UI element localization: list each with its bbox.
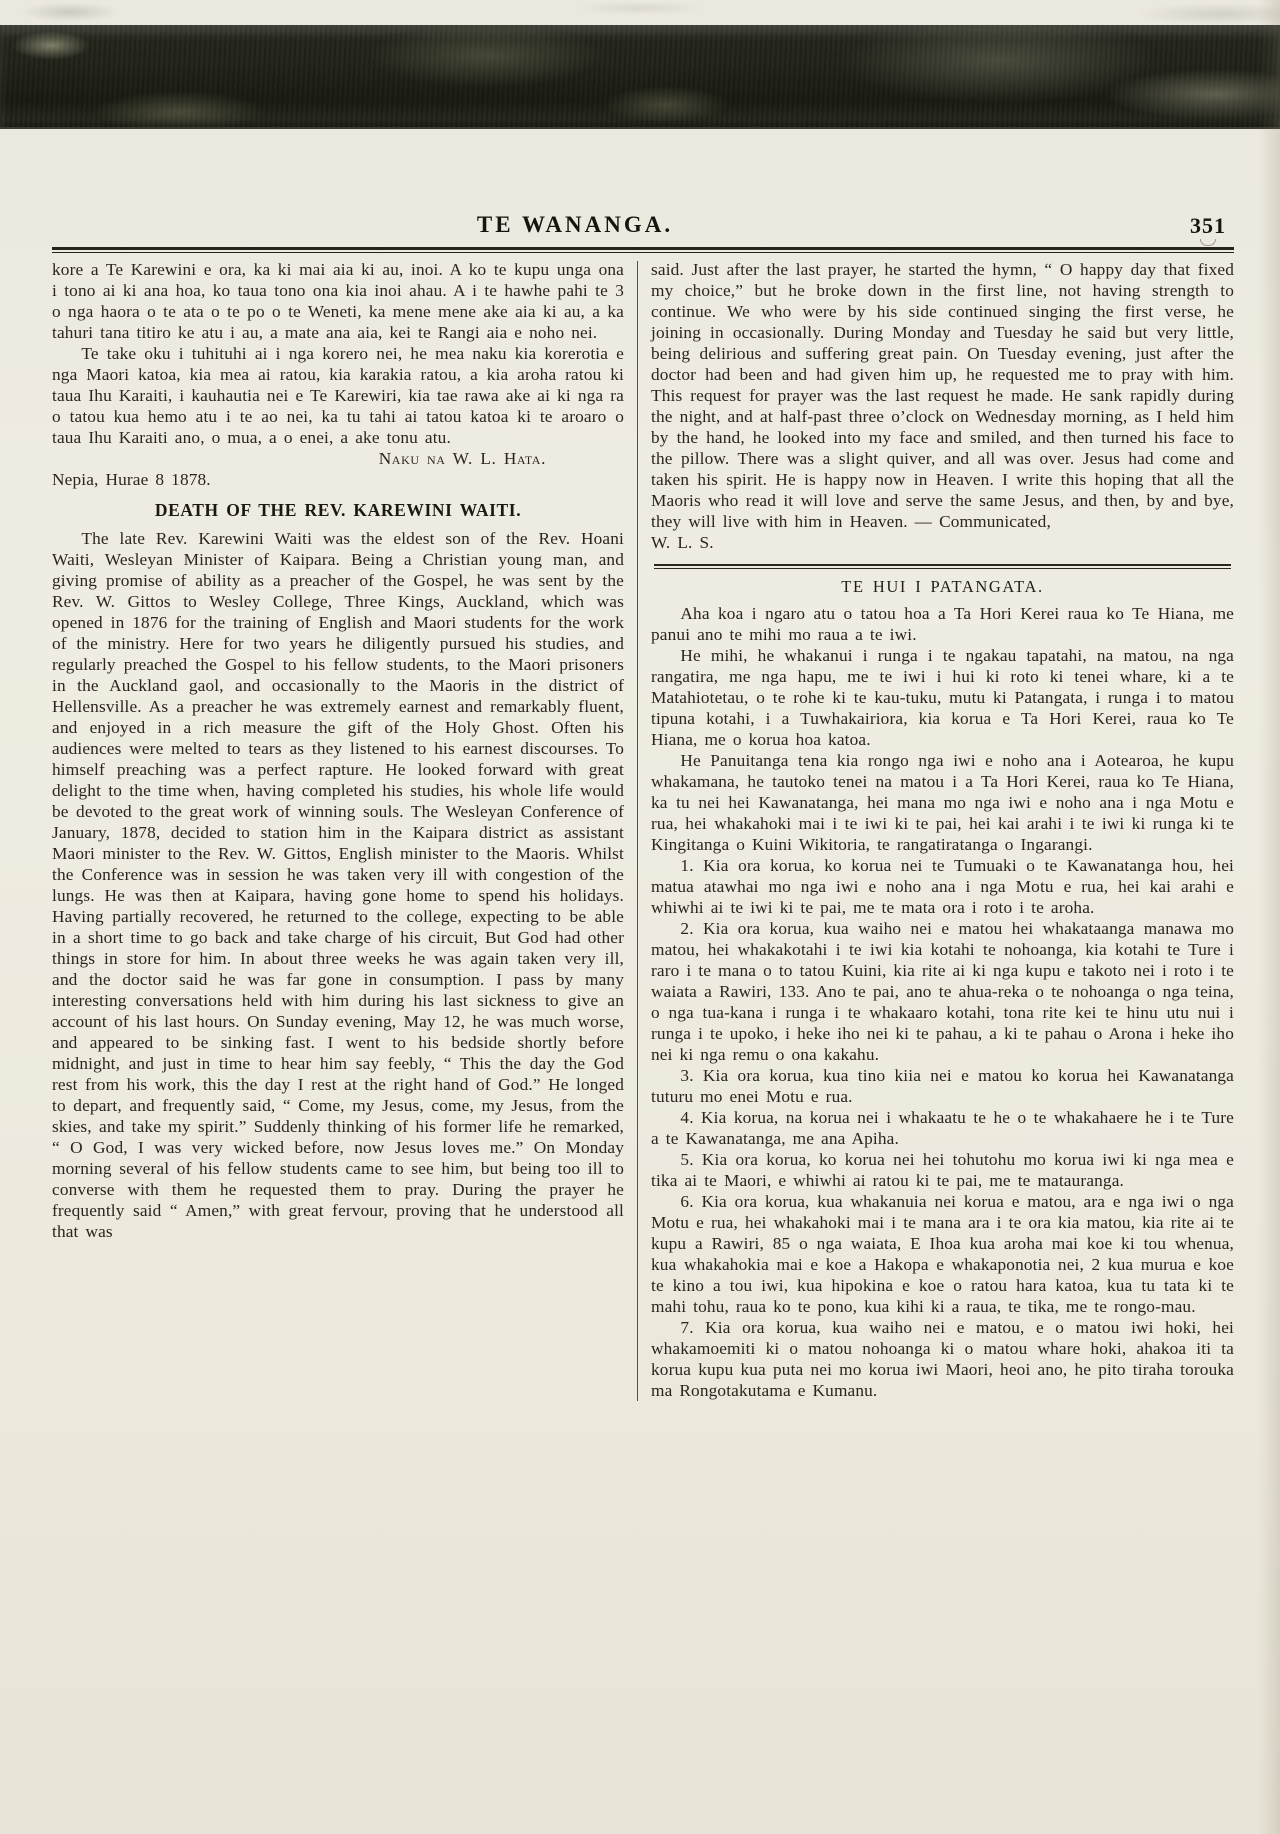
ink-smudge xyxy=(1200,239,1216,246)
masthead-title: TE WANANGA. xyxy=(476,212,674,237)
patangata-paragraph: 7. Kia ora korua, kua waiho nei e matou, e o matou iwi hoki, hei whakamoemiti ki o matou nohoanga ki o matou whare hoki, ahakoa iti ta korua kupu kua puta nei mo korua iwi Maori, heoi ano, he pito tiraha torouka ma Rongotakutama e Kumanu. xyxy=(651,1317,1234,1400)
maori-letter-paragraph: kore a Te Karewini e ora, ka ki mai aia ki au, inoi. A ko te kupu unga ona i tono ai ki ana hoa, ko taua tono ona kia inoi ahau. A i te hawhe pahi te 3 o nga haora o te ata o te po o te Weneti, ka mene mene ake aia ki au, a ka tahuri tana titiro ke atu i au, a mate ana aia, kei te Rangi aia e noho nei. xyxy=(52,260,624,342)
patangata-heading: TE HUI I PATANGATA. xyxy=(841,576,1044,596)
obituary-body: The late Rev. Karewini Waiti was the eldest son of the Rev. Hoani Waiti, Wesleyan Minister of Kaipara. Being a Christian young man, and giving promise of ability as a preacher of the Gospel, he was sent by the Rev. W. Gittos to Wesley College, Three Kings, Auckland, which was opened in 1876 for the training of English and Maori students for the work of the ministry. Here for two years he diligently pursued his studies, and regularly preached the Gospel to his fellow students, to the Maori prisoners in the Auckland gaol, and occasionally to the Maoris in the district of Hellensville. As a preacher he was extremely earnest and remarkably fluent, and enjoyed in a rich measure the gift of the Holy Ghost. Often his audiences were melted to tears as they listened to his earnest discourses. To himself preaching was a perfect rapture. He looked forward with great delight to the time when, having completed his studies, his whole life would be devoted to the great work of winning souls. The Wesleyan Conference of January, 1878, decided to station him in the Kaipara district as assistant Maori minister to the Rev. W. Gittos, English minister to the Maoris. Whilst the Conference was in session he was taken very ill with congestion of the lungs. He was then at Kaipara, having gone home to spend his holidays. Having partially recovered, he returned to the college, expecting to be able in a short time to go back and take charge of his circuit, But God had other things in store for him. In about three weeks he was again taken very ill, and the doctor said he was far gone in consumption. I pass by many interesting conversations held with him during his last sickness to give an account of his last hours. On Sunday evening, May 12, he was much worse, and appeared to be sinking fast. I went to his bedside shortly before midnight, and just in time to hear him say feebly, “ This the day the God rest from his work, this the day I rest at the right hand of God.” He longed to depart, and frequently said, “ Come, my Jesus, come, my Jesus, from the skies, and take my spirit.” Suddenly thinking of his former life he remarked, “ O God, I was very wicked before, now Jesus loves me.” On Monday morning several of his fellow students came to see him, but being too ill to converse with them he requested them to pray. During the prayer he frequently said “ Amen,” with great fervour, proving that he understood all that was xyxy=(52,529,624,1241)
left-column xyxy=(52,259,624,1401)
patangata-paragraph: Aha koa i ngaro atu o tatou hoa a Ta Hori Kerei raua ko Te Hiana, me panui ano te mihi mo raua a te iwi. xyxy=(651,603,1234,644)
page-header xyxy=(52,212,1234,244)
patangata-paragraph: 6. Kia ora korua, kua whakanuia nei korua e matou, ara e nga iwi o nga Motu e rua, hei whakahoki mai i te mana ara i te ora kia matou, kia rite ai te kupu a Rawiri, 85 o nga waiata, E Ihoa kua aroha mai koe ki tou whenua, kua whakahokia mai e koe a Hakopa e whakaponotia nei, 2 kua murua e koe te kino a tou iwi, kua hipokina e koe o ratou hara katoa, kua tu tata ki te mahi tohu, raua ko te pono, kua kihi ki a raua, te tika, me te rongo-mau. xyxy=(651,1191,1234,1316)
section-divider-rule xyxy=(654,564,1231,569)
patangata-paragraph: 4. Kia korua, na korua nei i whakaatu te he o te whakahaere he i te Ture a te Kawanatanga, me ana Apiha. xyxy=(651,1107,1234,1148)
masthead-illustration xyxy=(0,25,1280,129)
communicated-initials: W. L. S. xyxy=(651,533,714,552)
text-columns xyxy=(52,259,1234,1401)
letter-dateline: Nepia, Hurae 8 1878. xyxy=(52,470,211,489)
obituary-heading: DEATH OF THE REV. KAREWINI WAITI. xyxy=(154,500,522,520)
right-column xyxy=(651,259,1234,1401)
patangata-paragraph: 3. Kia ora korua, kua tino kiia nei e matou ko korua hei Kawanatanga tuturu mo enei Motu e rua. xyxy=(651,1065,1234,1106)
patangata-paragraph: He mihi, he whakanui i runga i te ngakau tapatahi, na matou, na nga rangatira, me nga hapu, me te iwi i hui ki roto ki tenei whare, ki a te Matahiotetau, o te rohe ki te kau-tuku, mutu ki Patangata, i runga i to matou tipuna kotahi, i a Tuwhakairiora, kia korua e Ta Hori Kerei, raua ko Te Hiana, me o korua hoa katoa. xyxy=(651,645,1234,749)
header-rule xyxy=(52,247,1234,253)
patangata-paragraph: He Panuitanga tena kia rongo nga iwi e noho ana i Aotearoa, he kupu whakamana, he tautoko tenei na matou i a Ta Hori Kerei, raua ko Te Hiana, ka tu nei hei Kawanatanga, hei mana mo nga iwi e noho ana i nga Motu e rua, hei whakahoki mai i te iwi ki te pai, hei kai arahi i te iwi ki runga ki te Kingitanga o Kuini Wikitoria, te rangatiratanga o Ingarangi. xyxy=(651,750,1234,854)
maori-letter-paragraph: Te take oku i tuhituhi ai i nga korero nei, he mea naku kia korerotia e nga Maori katoa, kia mea ai ratou, kia karakia ratou, a kia aroha ratou ki taua Ihu Karaiti, i kauhautia nei e Te Karewiri, kia tae rawa ake ai ki nga ra o tatou kua hemo atu i te ao nei, ka tu tahi ai tatou katoa ki te aroaro o taua Ihu Karaiti ano, o mua, a o enei, a ake tonu atu. xyxy=(52,344,624,447)
patangata-paragraph: 2. Kia ora korua, kua waiho nei e matou hei whakataanga manawa mo matou, hei whakakotahi i te iwi kia kotahi te nohoanga, kia kotahi te Ture i raro i te mana o to tatou Kuini, kia rite ai ki nga kupu e takoto nei i roto i te waiata a Rawiri, 133. Ano te pai, ano te ahua-reka o te nohoanga o nga teina, o nga tua-kana i runga i te whakaaro kotahi, tona rite kei te hinu utu nui i runga i te upoko, i heke iho nei ki te pahau, a ki te pahau o Arona i heke iho nei ki nga remu o ona kakahu. xyxy=(651,918,1234,1064)
obituary-continuation: said. Just after the last prayer, he started the hymn, “ O happy day that fixed my choice,” but he broke down in the first line, not having strength to continue. We who were by his side continued singing the first verse, he joining in occasionally. During Monday and Tuesday he said but very little, being delirious and suffering great pain. On Tuesday evening, just after the doctor had been and had given him up, he requested me to pray with him. This request for prayer was the last request he made. He sank rapidly during the night, and at half-past three o’clock on Wednesday morning, as I held him by the hand, he looked into my face and smiled, and then turned his face to the pillow. There was a slight quiver, and all was over. Jesus had come and taken his spirit. He is happy now in Heaven. I write this hoping that all the Maoris who read it will love and serve the same Jesus, and then, by and bye, they will live with him in Heaven. — Communicated, xyxy=(651,260,1234,531)
page-number: 351 xyxy=(1190,213,1226,238)
column-divider xyxy=(637,261,638,1401)
patangata-paragraph: 5. Kia ora korua, ko korua nei hei tohutohu mo korua iwi ki nga mea e tika ai te Maori, e whiwhi ai ratou ki te pai, me te matauranga. xyxy=(651,1149,1234,1190)
letter-signature: Naku na W. L. Hata. xyxy=(378,449,546,468)
patangata-paragraph: 1. Kia ora korua, ko korua nei te Tumuaki o te Kawanatanga hou, hei matua atawhai mo nga iwi e noho ana i nga Motu e rua, hei kai arahi e whiwhi ai te iwi ki te pai, me te mata ora i roto i te aroha. xyxy=(651,855,1234,917)
